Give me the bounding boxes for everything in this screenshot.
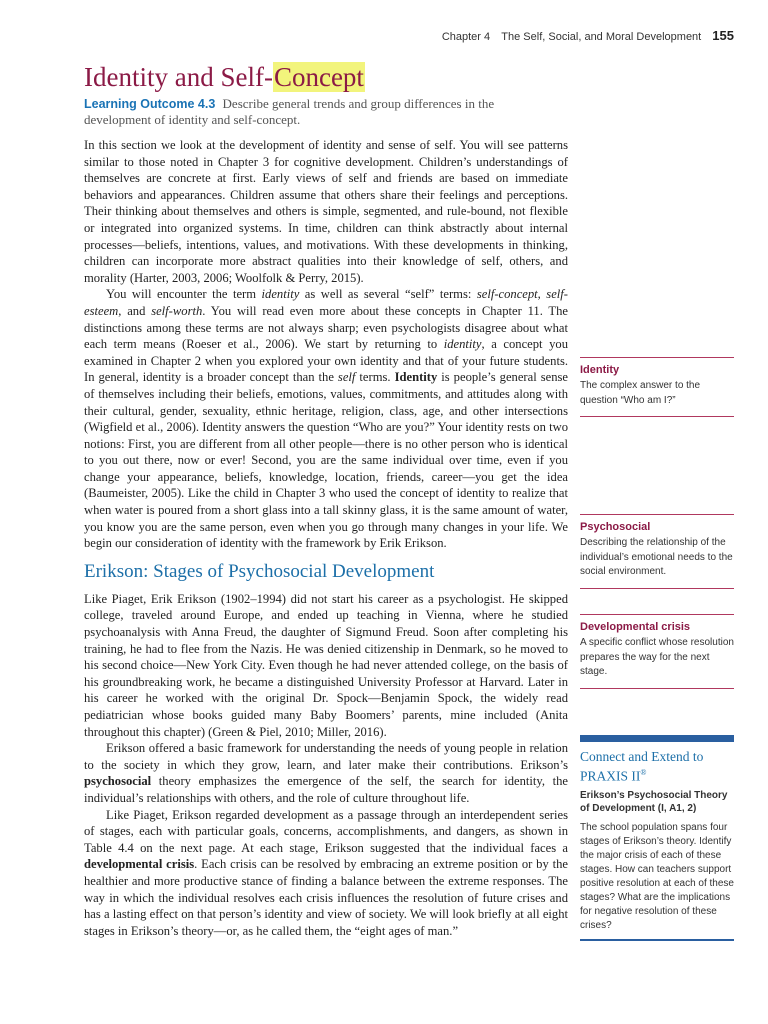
glossary-definition: The complex answer to the question “Who am I?”	[580, 380, 701, 406]
p4-text: theory emphasizes the emergence of the self, the search for identity, the individual’s relationships with others, and the role of culture throughout life.	[84, 774, 568, 805]
praxis-text: The school population spans four stages of Erikson’s theory. Identify the major crisis of each of these stages. How can teachers support positive resolution at each of these stages? What are the implications for negative resolution of these crises?	[580, 821, 734, 931]
paragraph-4	[84, 740, 568, 806]
p2-text: , and	[118, 303, 152, 318]
learning-outcome	[84, 96, 554, 128]
page-title	[84, 62, 365, 92]
running-header	[442, 28, 734, 43]
p2-bold-identity: Identity	[394, 370, 438, 385]
page-number: 155	[712, 28, 734, 43]
p2-text: , a concept you examined in Chapter 2 when you explored your own identity and that of your future students. In general, identity is a broader concept than the	[84, 337, 568, 385]
p2-text: terms.	[355, 370, 395, 385]
glossary-developmental-crisis	[580, 614, 734, 689]
header-chapter: Chapter 4	[441, 31, 491, 43]
p2-text: . You will read even more about these concepts in Chapter 11. The distinctions among these terms are not always sharp; even psychologists disagree about what each term means (Roeser et al., 2006). We start by returning to	[84, 303, 568, 352]
glossary-psychosocial	[580, 514, 734, 589]
main-text-column	[84, 137, 568, 939]
praxis-heading	[580, 749, 734, 785]
p2-text: You will encounter the term	[106, 287, 262, 302]
title-highlighted-word: Concept	[273, 62, 364, 92]
p5-bold-developmental-crisis: developmental crisis	[84, 857, 195, 872]
glossary-identity	[580, 357, 734, 417]
praxis-box	[580, 735, 734, 941]
paragraph-3: Like Piaget, Erik Erikson (1902–1994) did not start his career as a psychologist. He skipped college, traveled around Europe, and ended up teaching in Vienna, where he studied psychoanalysis with Anna Freud, the daughter of Sigmund Freud. Soon after completing his training, he had to flee from the Nazis. He was denied citizenship in Denmark, so he moved to his second choice—New York City. Even though he had never attended college, on the basis of his groundbreaking work, he became a distinguished University Professor at Harvard. Later in his career he worked with the original Dr. Spock—Benjamin Spock, the widely read pediatrician whose books guided many Baby Boomers’ parents, mine included (Anita throughout this chapter) (Green & Piel, 2010; Miller, 2016).	[84, 591, 568, 739]
praxis-subheading: Erikson’s Psychosocial Theory of Development (I, A1, 2)	[580, 789, 728, 814]
paragraph-2	[84, 286, 568, 552]
p5-text: Like Piaget, Erikson regarded development as a passage through an interdependent series of stages, each with particular goals, concerns, accomplishments, and dangers, as shown in Table 4.4 on the next page. At each stage, Erikson suggested that the individual faces a	[84, 807, 568, 855]
glossary-term: Developmental crisis	[580, 621, 691, 633]
learning-outcome-text: Describe general trends and group differences in the development of identity and self-concept.	[84, 96, 495, 127]
p5-text: . Each crisis can be resolved by embracing an extreme position or by the healthier and more productive stance of finding a balance between the extreme responses. The way in which the individual resolves each crisis influences the resolution of future crises and has a lasting effect on that person’s identity and view of society. We will look briefly at all eight stages in Erikson’s theory—or, as he called them, the “eight ages of man.”	[84, 857, 568, 938]
praxis-heading-text: Connect and Extend to PRAXIS II	[580, 749, 704, 784]
registered-mark: ®	[640, 768, 647, 777]
header-chapter-title: The Self, Social, and Moral Development	[501, 31, 702, 43]
title-part-1: Identity and Self-	[84, 62, 273, 92]
paragraph-1: In this section we look at the development of identity and sense of self. You will see patterns similar to those noted in Chapter 3 for cognitive development. Children’s understandings of themselves are concrete at first. Early views of self and friends are based on immediate behaviors and appearances. Children assume that others share their feelings and perceptions. Their thinking about themselves and others is simple, segmented, and rule-bound, not flexible or integrated into organized systems. In time, children can think abstractly about internal processes—beliefs, intentions, values, and motivations. With these developments in thinking, children can incorporate more abstract qualities into their knowledge of self, others, and morality (Harter, 2003, 2006; Woolfolk & Perry, 2015).	[84, 138, 568, 285]
p2-italic-self: self	[337, 370, 356, 385]
p2-italic-self-terms: self-concept, self-esteem	[84, 287, 568, 318]
glossary-term: Identity	[580, 364, 620, 376]
paragraph-5	[84, 807, 568, 940]
section-heading: Erikson: Stages of Psychosocial Development	[84, 560, 435, 582]
glossary-term: Psychosocial	[580, 521, 651, 533]
learning-outcome-label: Learning Outcome 4.3	[84, 97, 216, 111]
p2-text: is people’s general sense of themselves including their beliefs, emotions, values, commitments, and attitudes along with their cultural, gender, sexuality, ethnic heritage, religion, class, age, and other intersections (Wigfield et al., 2006). Identity answers the question “Who are you?” Your identity rests on two notions: First, you are different from all other people—there is no other person who is identical to you out there, now or ever! Second, you are the same individual over time, even if you change your appearance, beliefs, knowledge, location, friends, career—you get the idea (Baumeister, 2005). Like the child in Chapter 3 who used the concept of identity to realize that when water is poured from a short glass into a tall skinny glass, it is the same amount of water, you know you are the same person, even when you go through many changes in your life. We begin our consideration of identity with the framework by Erik Erikson.	[84, 370, 568, 551]
p4-text: Erikson offered a basic framework for understanding the needs of young people in relation to the society in which they grow, learn, and later make their contributions. Erikson’s	[84, 741, 568, 772]
glossary-definition: A specific conflict whose resolution prepares the way for the next stage.	[580, 637, 734, 677]
p4-bold-psychosocial: psychosocial	[84, 774, 152, 789]
p2-text: as well as several “self” terms:	[299, 287, 477, 302]
p2-italic-self-worth: self-worth	[151, 303, 203, 318]
glossary-definition: Describing the relationship of the individual’s emotional needs to the social environment.	[580, 537, 733, 577]
p2-italic-identity: identity	[261, 287, 300, 302]
p2-italic-identity: identity	[443, 337, 482, 352]
